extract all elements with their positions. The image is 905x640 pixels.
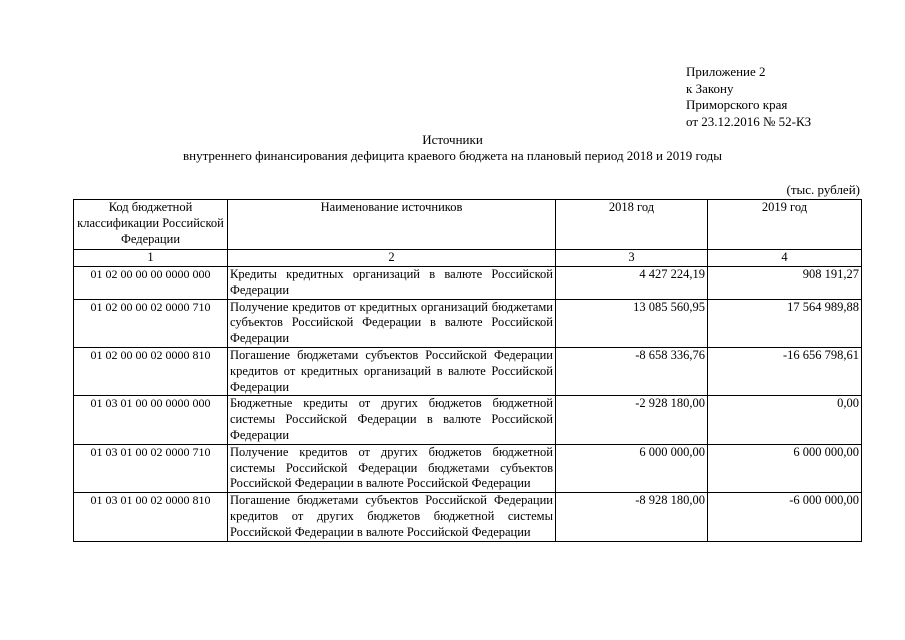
appendix-line: Приморского края <box>686 97 788 112</box>
title-line: Источники <box>422 132 483 147</box>
row-name: Кредиты кредитных организаций в валюте Российской Федерации <box>228 267 556 300</box>
row-name: Погашение бюджетами субъектов Российской Федерации кредитов от кредитных организаций в валюте Российской Федерации <box>228 347 556 395</box>
table-row <box>74 267 862 300</box>
row-amount-2019: 0,00 <box>708 396 862 444</box>
column-number-row <box>74 250 862 267</box>
row-name: Бюджетные кредиты от других бюджетов бюджетной системы Российской Федерации в валюте Российской Федерации <box>228 396 556 444</box>
row-amount-2018: 4 427 224,19 <box>556 267 708 300</box>
row-amount-2018: -8 928 180,00 <box>556 493 708 541</box>
column-number: 2 <box>228 250 556 267</box>
appendix-line: к Закону <box>686 80 734 96</box>
row-amount-2018: 13 085 560,95 <box>556 299 708 347</box>
column-number: 1 <box>74 250 228 267</box>
table-row <box>74 444 862 492</box>
row-name: Погашение бюджетами субъектов Российской Федерации кредитов от других бюджетов бюджетной системы Российской Федерации в валюте Российской Федерации <box>228 493 556 541</box>
table-row <box>74 493 862 541</box>
row-amount-2018: -8 658 336,76 <box>556 347 708 395</box>
column-number: 4 <box>708 250 862 267</box>
header-name: Наименование источников <box>228 200 556 250</box>
row-name: Получение кредитов от других бюджетов бюджетной системы Российской Федерации бюджетами субъектов Российской Федерации в валюте Российской Федерации <box>228 444 556 492</box>
row-code: 01 03 01 00 02 0000 810 <box>74 493 228 541</box>
header-year-2018: 2018 год <box>556 200 708 250</box>
header-year-2019: 2019 год <box>708 200 862 250</box>
table-row <box>74 347 862 395</box>
title-line: внутреннего финансирования дефицита краевого бюджета на плановый период 2018 и 2019 годы <box>183 148 722 163</box>
row-amount-2018: -2 928 180,00 <box>556 396 708 444</box>
row-code: 01 03 01 00 02 0000 710 <box>74 444 228 492</box>
table-header-row <box>74 200 862 250</box>
row-amount-2018: 6 000 000,00 <box>556 444 708 492</box>
row-amount-2019: 17 564 989,88 <box>708 299 862 347</box>
row-code: 01 02 00 00 00 0000 000 <box>74 267 228 300</box>
row-name: Получение кредитов от кредитных организаций бюджетами субъектов Российской Федерации в валюте Российской Федерации <box>228 299 556 347</box>
units-label: (тыс. рублей) <box>786 182 860 197</box>
row-amount-2019: 6 000 000,00 <box>708 444 862 492</box>
row-amount-2019: -16 656 798,61 <box>708 347 862 395</box>
table-row <box>74 299 862 347</box>
appendix-line: от 23.12.2016 № 52-КЗ <box>686 113 812 129</box>
row-code: 01 02 00 00 02 0000 810 <box>74 347 228 395</box>
row-code: 01 03 01 00 00 0000 000 <box>74 396 228 444</box>
row-amount-2019: -6 000 000,00 <box>708 493 862 541</box>
appendix-line: Приложение 2 <box>686 64 766 79</box>
appendix-note <box>686 64 811 130</box>
table-row <box>74 396 862 444</box>
financing-sources-table <box>73 199 862 542</box>
row-amount-2019: 908 191,27 <box>708 267 862 300</box>
header-code: Код бюджетной классификации Российской Федерации <box>74 200 228 250</box>
document-title <box>0 132 905 164</box>
row-code: 01 02 00 00 02 0000 710 <box>74 299 228 347</box>
column-number: 3 <box>556 250 708 267</box>
